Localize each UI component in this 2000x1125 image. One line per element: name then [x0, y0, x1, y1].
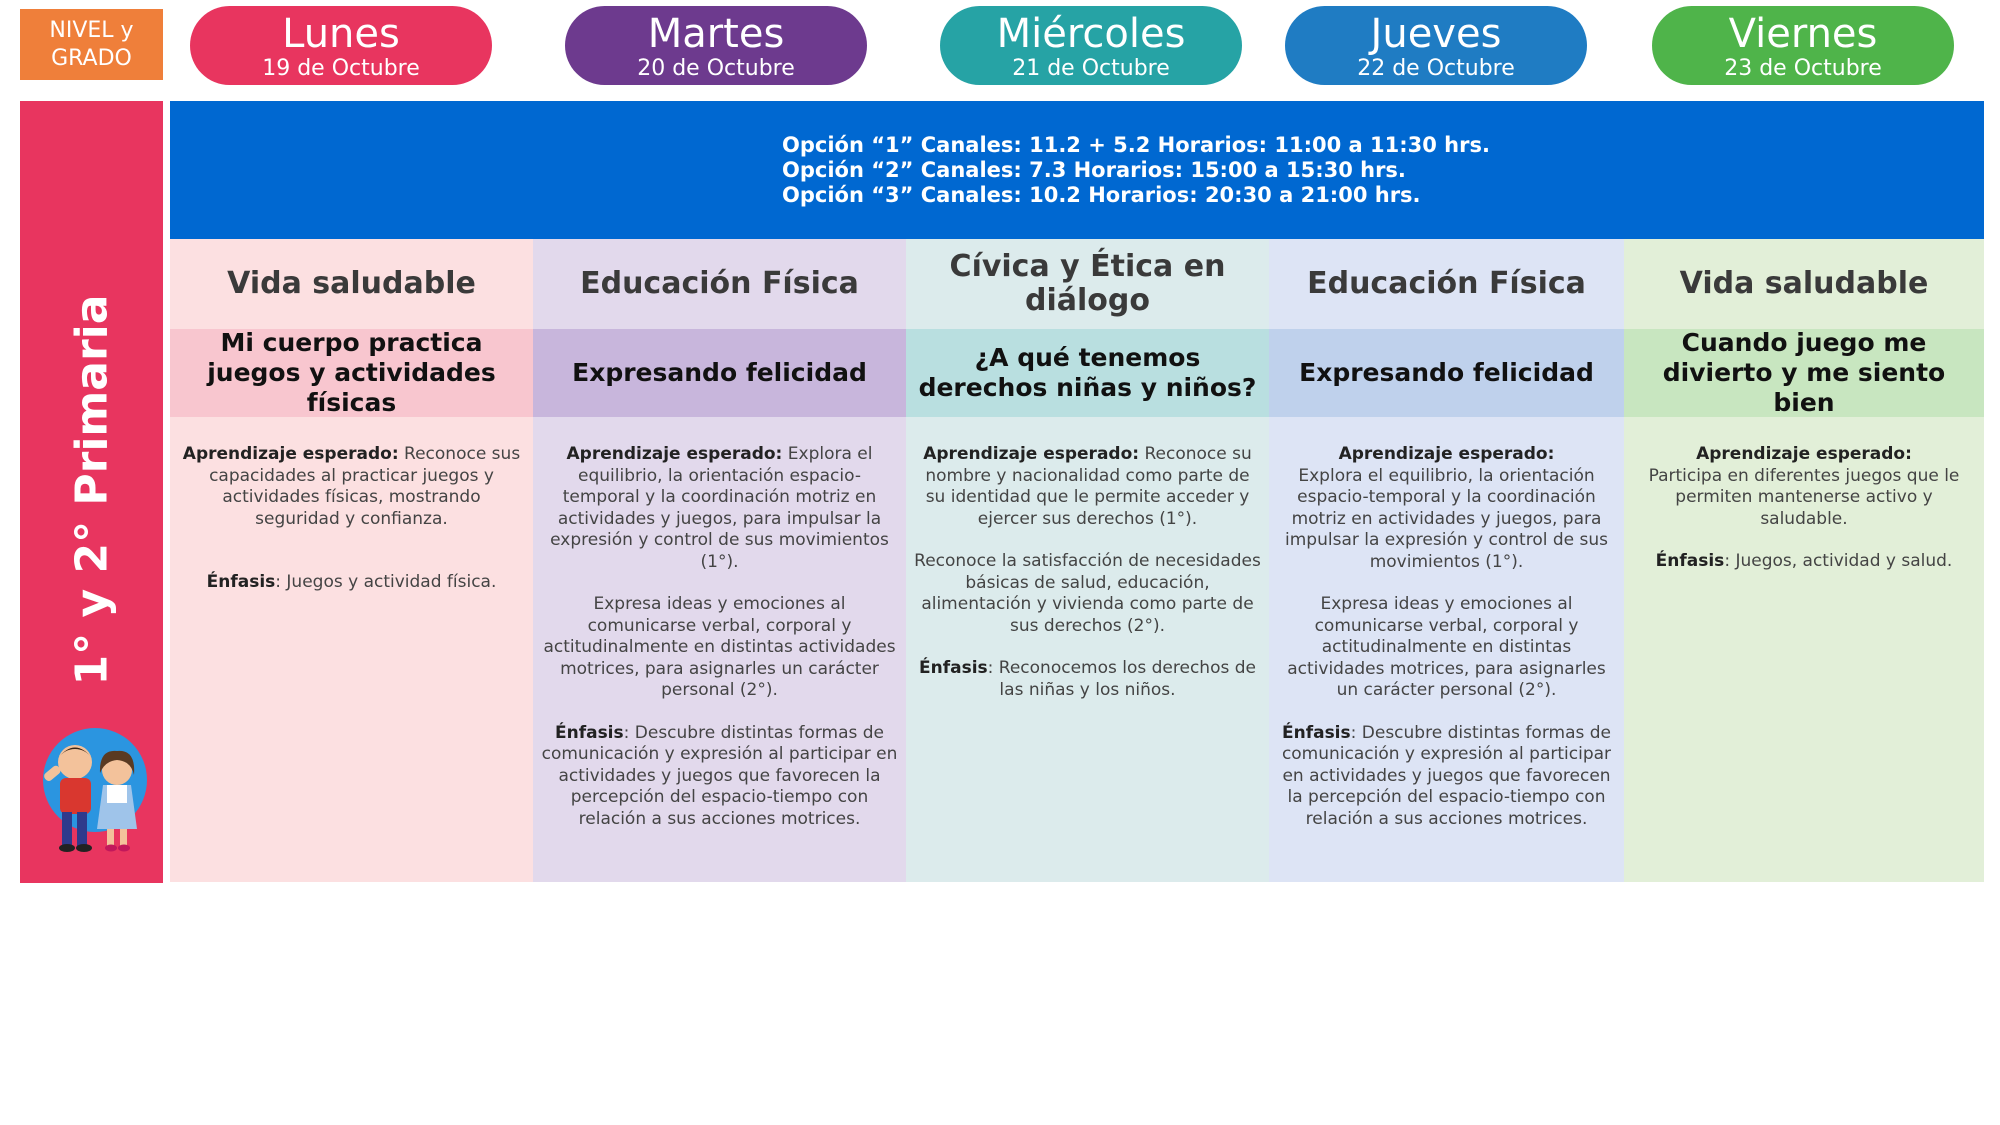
- enfasis-paragraph: [541, 723, 898, 831]
- column-martes: [533, 239, 906, 882]
- aprendizaje-text-2: Reconoce la satisfacción de necesidades básicas de salud, educación, alimentación y vivienda como parte de sus derechos (2°).: [914, 551, 1261, 636]
- broadcast-schedule-banner: [170, 101, 1984, 239]
- day-pill-miercoles: [940, 6, 1242, 85]
- day-date: 19 de Octubre: [262, 56, 420, 81]
- aprendizaje-text: Explora el equilibrio, la orientación espacio-temporal y la coordinación motriz en actividades y juegos, para impulsar la expresión y control de sus movimientos (1°).: [550, 444, 889, 572]
- day-date: 23 de Octubre: [1724, 56, 1882, 81]
- aprendizaje-paragraph: [914, 444, 1261, 530]
- column-lunes: [170, 239, 533, 882]
- enfasis-label: Énfasis: [1281, 722, 1351, 743]
- lesson-title: ¿A qué tenemos derechos niñas y niños?: [906, 329, 1269, 417]
- enfasis-label: Énfasis: [206, 572, 276, 592]
- lesson-description: [1624, 444, 1984, 594]
- lesson-title: Cuando juego me divierto y me siento bien: [1624, 329, 1984, 417]
- lesson-title: Expresando felicidad: [1269, 329, 1624, 417]
- enfasis-paragraph: [178, 572, 525, 594]
- subject-heading: Cívica y Ética en diálogo: [906, 239, 1269, 329]
- day-name: Miércoles: [996, 11, 1186, 57]
- lesson-description: [170, 444, 533, 615]
- lesson-description: [906, 444, 1269, 722]
- enfasis-text: : Juegos y actividad física.: [275, 572, 497, 592]
- nivel-grado-label: [20, 9, 163, 80]
- lesson-description: [533, 444, 906, 851]
- lesson-title: Expresando felicidad: [533, 329, 906, 417]
- day-date: 21 de Octubre: [1012, 56, 1170, 81]
- day-pill-jueves: [1285, 6, 1587, 85]
- subject-heading: Educación Física: [533, 239, 906, 329]
- aprendizaje-text: Reconoce sus capacidades al practicar juegos y actividades físicas, mostrando seguridad y confianza.: [209, 444, 521, 529]
- enfasis-text: : Reconocemos los derechos de las niñas y los niños.: [987, 658, 1256, 700]
- aprendizaje-paragraph: [1277, 444, 1616, 573]
- enfasis-paragraph: [914, 658, 1261, 701]
- lesson-title: Mi cuerpo practica juegos y actividades físicas: [170, 329, 533, 417]
- aprendizaje-label: Aprendizaje esperado:: [1338, 444, 1555, 464]
- aprendizaje-label: Aprendizaje esperado:: [566, 444, 783, 464]
- schedule-option-2: Opción “2” Canales: 7.3 Horarios: 15:00 a 15:30 hrs.: [782, 157, 1406, 182]
- day-date: 20 de Octubre: [637, 56, 795, 81]
- aprendizaje-label: Aprendizaje esperado:: [1696, 444, 1912, 464]
- day-pill-lunes: [190, 6, 492, 85]
- enfasis-paragraph: [1277, 723, 1616, 831]
- schedule-option-1: Opción “1” Canales: 11.2 + 5.2 Horarios: 11:00 a 11:30 hrs.: [782, 132, 1490, 157]
- day-name: Jueves: [1370, 11, 1502, 57]
- level-label: 1° y 2° Primaria: [66, 294, 118, 686]
- aprendizaje-text: Explora el equilibrio, la orientación espacio-temporal y la coordinación motriz en actividades y juegos, para impulsar la expresión y control de sus movimientos (1°).: [1285, 465, 1608, 572]
- subject-heading: Vida saludable: [1624, 239, 1984, 329]
- aprendizaje-text: Reconoce su nombre y nacionalidad como parte de su identidad que le permite acceder y ejercer sus derechos (1°).: [925, 444, 1252, 529]
- enfasis-label: Énfasis: [1655, 551, 1725, 571]
- enfasis-text: : Descubre distintas formas de comunicación y expresión al participar en actividades y juegos que favorecen la percepción del espacio-tiempo con relación a sus acciones motrices.: [1281, 722, 1612, 829]
- enfasis-text: : Descubre distintas formas de comunicación y expresión al participar en actividades y juegos que favorecen la percepción del espacio-tiempo con relación a sus acciones motrices.: [541, 722, 898, 829]
- aprendizaje-text: Participa en diferentes juegos que le permiten mantenerse activo y saludable.: [1648, 465, 1960, 529]
- schedule-option-3: Opción “3” Canales: 10.2 Horarios: 20:30 a 21:00 hrs.: [782, 182, 1421, 207]
- column-viernes: [1624, 239, 1984, 882]
- day-name: Martes: [647, 11, 785, 57]
- subject-heading: Vida saludable: [170, 239, 533, 329]
- children-illustration-icon: [33, 725, 153, 855]
- enfasis-label: Énfasis: [554, 722, 624, 743]
- nivel-label-line1: NIVEL y: [49, 17, 134, 43]
- day-pill-viernes: [1652, 6, 1954, 85]
- aprendizaje-label: Aprendizaje esperado:: [182, 444, 399, 464]
- day-name: Viernes: [1728, 11, 1878, 57]
- aprendizaje-paragraph: [1632, 444, 1976, 530]
- nivel-label-line2: GRADO: [51, 45, 132, 71]
- lesson-description: [1269, 444, 1624, 851]
- day-name: Lunes: [282, 11, 400, 57]
- aprendizaje-text-2: Expresa ideas y emociones al comunicarse verbal, corporal y actitudinalmente en distintas actividades motrices, para asignarles un carácter personal (2°).: [1287, 594, 1606, 700]
- subject-heading: Educación Física: [1269, 239, 1624, 329]
- enfasis-paragraph: [1632, 551, 1976, 573]
- day-date: 22 de Octubre: [1357, 56, 1515, 81]
- enfasis-text: : Juegos, actividad y salud.: [1724, 551, 1953, 571]
- enfasis-label: Énfasis: [919, 658, 988, 678]
- aprendizaje-paragraph: [178, 444, 525, 530]
- aprendizaje-text-2: Expresa ideas y emociones al comunicarse verbal, corporal y actitudinalmente en distintas actividades motrices, para asignarles un carácter personal (2°).: [543, 594, 896, 700]
- column-miercoles: [906, 239, 1269, 882]
- aprendizaje-label: Aprendizaje esperado:: [923, 444, 1140, 464]
- column-jueves: [1269, 239, 1624, 882]
- day-pill-martes: [565, 6, 867, 85]
- aprendizaje-paragraph: [541, 444, 898, 573]
